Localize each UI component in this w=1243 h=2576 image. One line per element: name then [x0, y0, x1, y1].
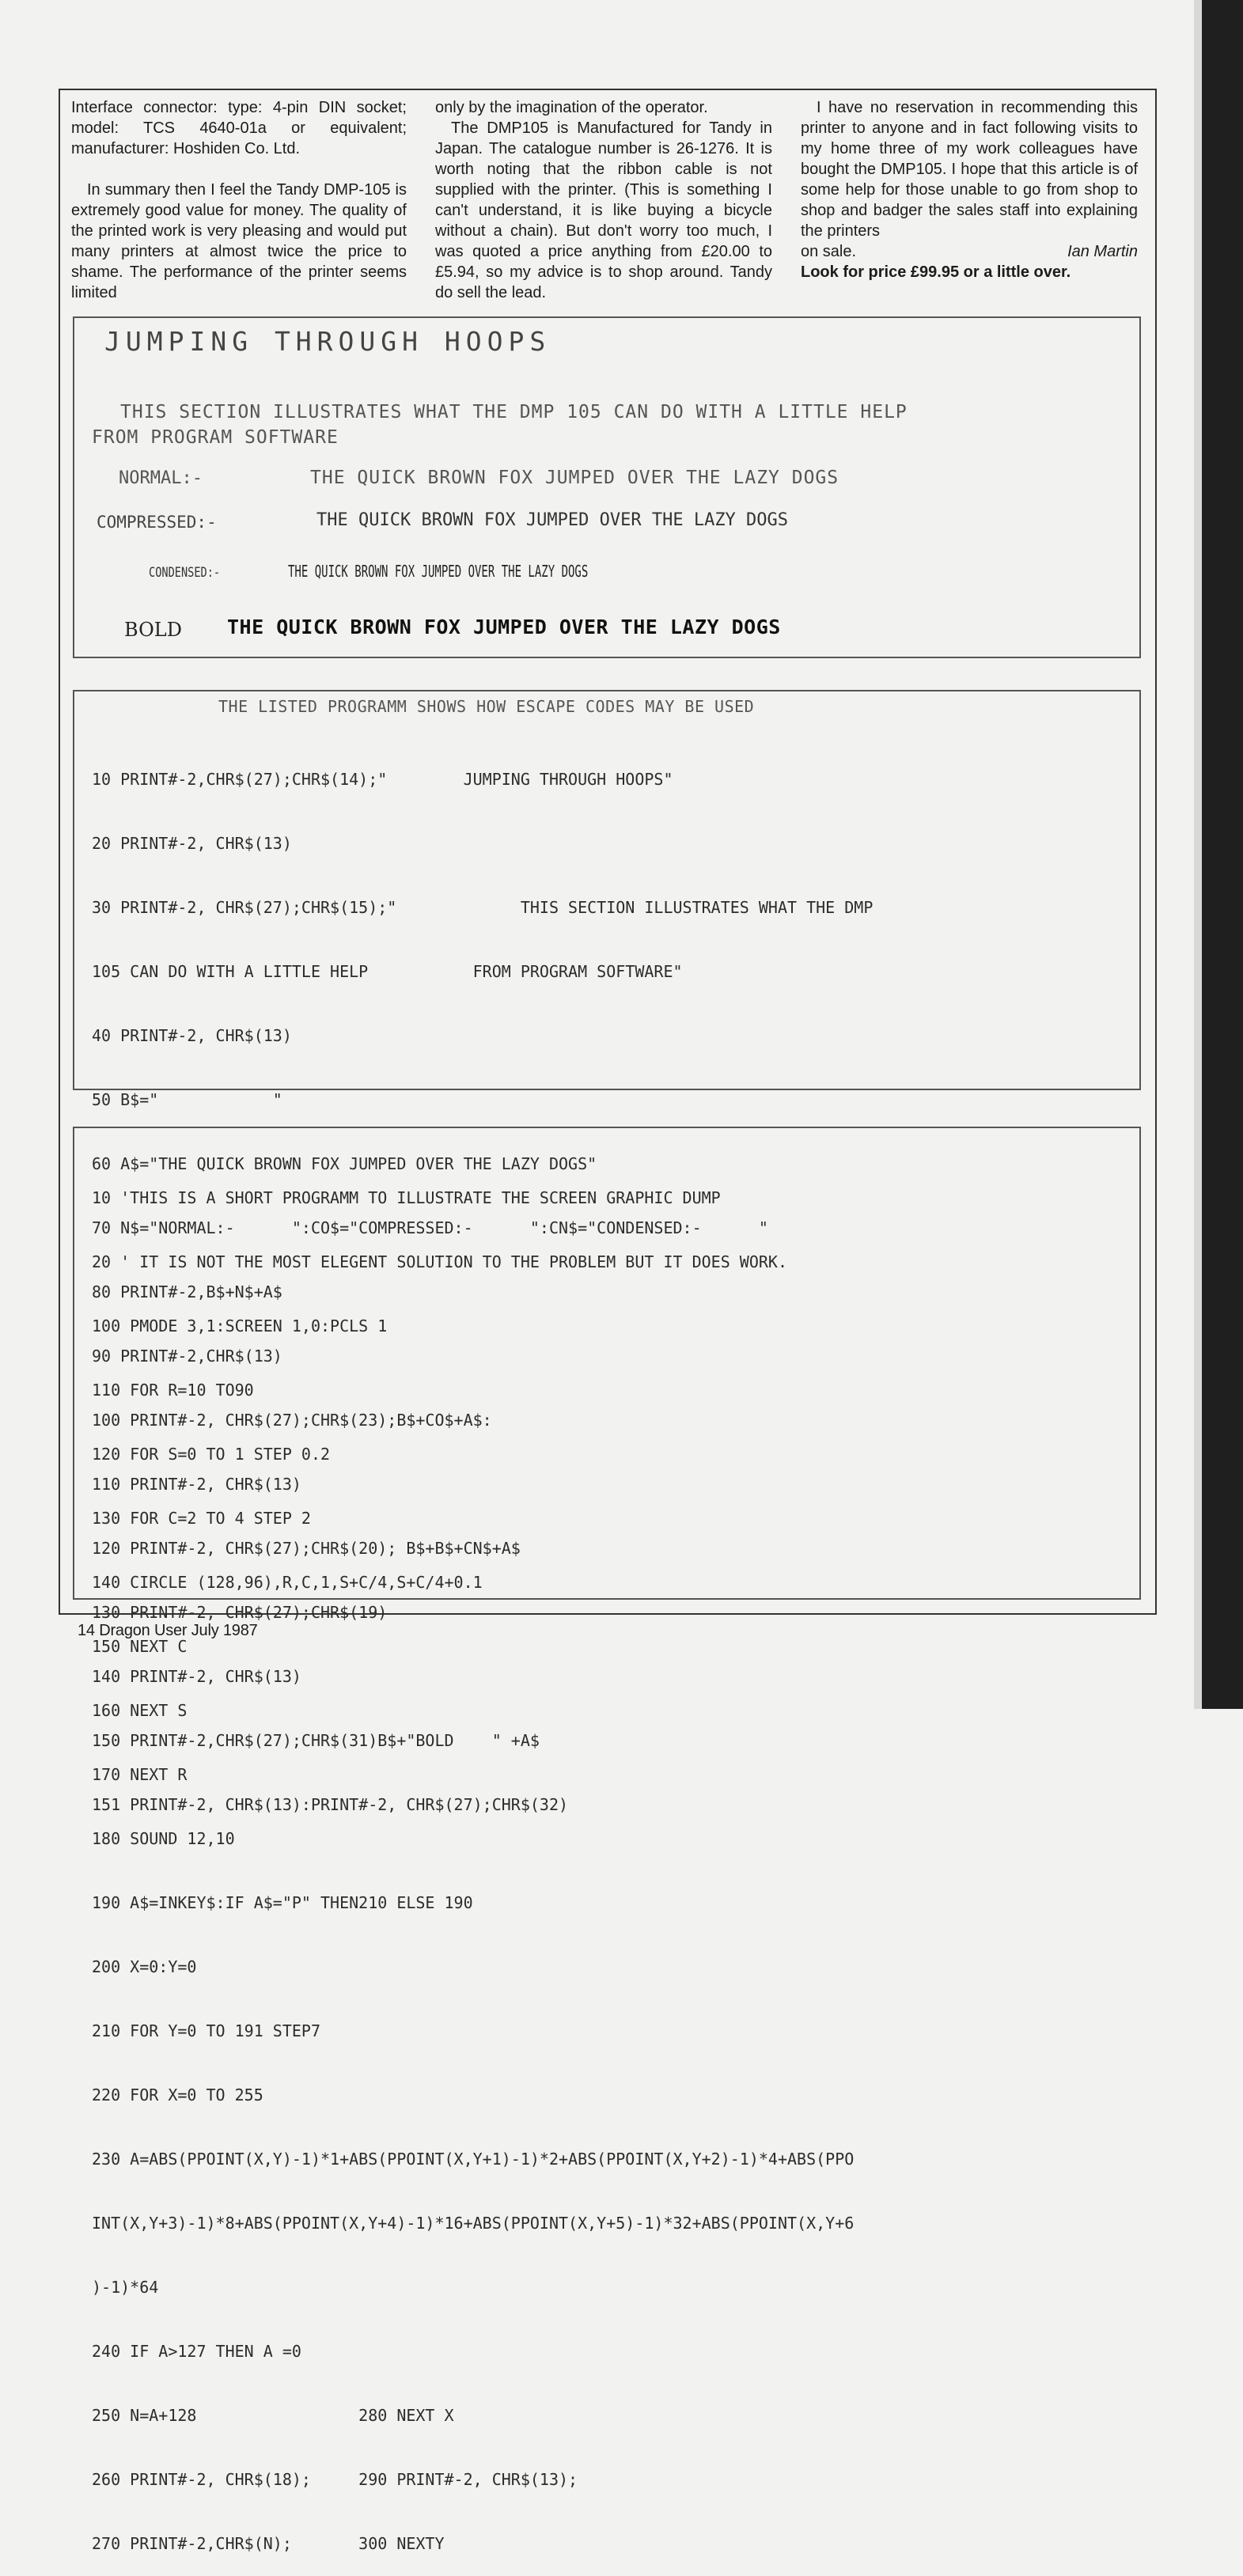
- code-line: 50 B$=" ": [92, 1090, 282, 1109]
- paragraph: I have no reservation in recommending this printer to anyone and in fact following visits to my home three of my work colleagues have bought the DMP105. I hope that this article is of some help for those unable to go from shop to shop and badger the sales staff into explaining the printers: [801, 99, 1138, 240]
- code-line: 10 'THIS IS A SHORT PROGRAMM TO ILLUSTRATE THE SCREEN GRAPHIC DUMP: [92, 1188, 721, 1207]
- code-line: 20 ' IT IS NOT THE MOST ELEGENT SOLUTION TO THE PROBLEM BUT IT DOES WORK.: [92, 1252, 787, 1271]
- code-line: 250 N=A+128 280 NEXT X: [92, 2406, 454, 2425]
- printout-title: JUMPING THROUGH HOOPS: [104, 326, 551, 357]
- text-column-2: [435, 97, 772, 303]
- code-line: 150 PRINT#-2,CHR$(27);CHR$(31)B$+"BOLD " +A$: [92, 1731, 540, 1750]
- code-line: 220 FOR X=0 TO 255: [92, 2085, 263, 2104]
- code-line: 30 PRINT#-2, CHR$(27);CHR$(15);" THIS SECTION ILLUSTRATES WHAT THE DMP: [92, 898, 874, 917]
- code-line: 110 PRINT#-2, CHR$(13): [92, 1475, 301, 1494]
- code-line: 200 X=0:Y=0: [92, 1957, 197, 1976]
- code-line: 270 PRINT#-2,CHR$(N); 300 NEXTY: [92, 2534, 445, 2553]
- code-line: 190 A$=INKEY$:IF A$="P" THEN210 ELSE 190: [92, 1893, 473, 1912]
- code-line: 60 A$="THE QUICK BROWN FOX JUMPED OVER THE LAZY DOGS": [92, 1154, 597, 1173]
- printout-intro-line: THIS SECTION ILLUSTRATES WHAT THE DMP 105 CAN DO WITH A LITTLE HELP: [120, 402, 908, 422]
- code-line: 130 PRINT#-2, CHR$(27);CHR$(19): [92, 1603, 388, 1622]
- normal-label: NORMAL:-: [119, 468, 203, 488]
- code-line: 20 PRINT#-2, CHR$(13): [92, 834, 292, 853]
- author-name: Ian Martin: [1067, 243, 1138, 260]
- code-line: 120 PRINT#-2, CHR$(27);CHR$(20); B$+B$+CN$+A$: [92, 1539, 521, 1558]
- bold-label: BOLD: [124, 619, 182, 641]
- code-line: 90 PRINT#-2,CHR$(13): [92, 1347, 282, 1366]
- code-line: 70 N$="NORMAL:- ":CO$="COMPRESSED:- ":CN$="CONDENSED:- ": [92, 1218, 768, 1237]
- text-column-3: [801, 97, 1138, 282]
- code-line: 105 CAN DO WITH A LITTLE HELP FROM PROGRAM SOFTWARE": [92, 962, 683, 981]
- normal-sample: THE QUICK BROWN FOX JUMPED OVER THE LAZY DOGS: [310, 468, 839, 488]
- code-line: 100 PMODE 3,1:SCREEN 1,0:PCLS 1: [92, 1316, 388, 1335]
- paragraph: only by the imagination of the operator.: [435, 99, 708, 116]
- code-line: 140 CIRCLE (128,96),R,C,1,S+C/4,S+C/4+0.1: [92, 1573, 483, 1592]
- paragraph: The DMP105 is Manufactured for Tandy in Japan. The catalogue number is 26-1276. It is worth noting that the ribbon cable is not supplied with the printer. (This is something I can't understand, it is like buying a bicycle without a chain). But don't worry too much, I was quoted a price anything from £20.00 to £5.94, so my advice is to shop around. Tandy do sell the lead.: [435, 119, 772, 301]
- paragraph-end: on sale.: [801, 243, 857, 260]
- code-line: 150 NEXT C: [92, 1637, 188, 1656]
- code-line: 240 IF A>127 THEN A =0: [92, 2342, 301, 2361]
- code-line: INT(X,Y+3)-1)*8+ABS(PPOINT(X,Y+4)-1)*16+ABS(PPOINT(X,Y+5)-1)*32+ABS(PPOINT(X,Y+6: [92, 2214, 855, 2233]
- code-line: 130 FOR C=2 TO 4 STEP 2: [92, 1509, 311, 1528]
- paragraph: Interface connector: type: 4-pin DIN socket; model: TCS 4640-01a or equivalent; manufacturer: Hoshiden Co. Ltd.: [71, 99, 407, 157]
- compressed-label: COMPRESSED:-: [97, 513, 217, 532]
- code-line: 180 SOUND 12,10: [92, 1829, 235, 1848]
- printout-intro-line: FROM PROGRAM SOFTWARE: [92, 427, 339, 448]
- code-line: 210 FOR Y=0 TO 191 STEP7: [92, 2021, 320, 2040]
- code-line: 80 PRINT#-2,B$+N$+A$: [92, 1282, 282, 1301]
- page-gutter-shadow: [1194, 0, 1202, 1709]
- page-edge: [1202, 0, 1243, 1709]
- code-line: 110 FOR R=10 TO90: [92, 1381, 254, 1400]
- condensed-label: CONDENSED:-: [149, 565, 221, 581]
- code-line: 40 PRINT#-2, CHR$(13): [92, 1026, 292, 1045]
- code-line: 140 PRINT#-2, CHR$(13): [92, 1667, 301, 1686]
- condensed-sample: THE QUICK BROWN FOX JUMPED OVER THE LAZY DOGS: [288, 562, 589, 581]
- code-line: 230 A=ABS(PPOINT(X,Y)-1)*1+ABS(PPOINT(X,Y+1)-1)*2+ABS(PPOINT(X,Y+2)-1)*4+ABS(PPO: [92, 2150, 855, 2169]
- compressed-sample: THE QUICK BROWN FOX JUMPED OVER THE LAZY DOGS: [316, 510, 789, 530]
- signature-line: [801, 241, 1138, 262]
- code-line: )-1)*64: [92, 2278, 159, 2297]
- code-line: 151 PRINT#-2, CHR$(13):PRINT#-2, CHR$(27);CHR$(32): [92, 1795, 569, 1814]
- page-footer: 14 Dragon User July 1987: [78, 1622, 258, 1639]
- code-line: 100 PRINT#-2, CHR$(27);CHR$(23);B$+CO$+A$:: [92, 1411, 492, 1430]
- bold-sample: THE QUICK BROWN FOX JUMPED OVER THE LAZY DOGS: [227, 616, 781, 638]
- code-line: 120 FOR S=0 TO 1 STEP 0.2: [92, 1445, 331, 1464]
- listing-2-code: [92, 1145, 854, 2576]
- paragraph: In summary then I feel the Tandy DMP-105 is extremely good value for money. The quality of the printed work is very pleasing and would put many printers at almost twice the price to shame. The performance of the printer seems limited: [71, 181, 407, 301]
- listing-1-header: THE LISTED PROGRAMM SHOWS HOW ESCAPE CODES MAY BE USED: [218, 697, 755, 716]
- price-note: Look for price £99.95 or a little over.: [801, 263, 1071, 281]
- code-line: 260 PRINT#-2, CHR$(18); 290 PRINT#-2, CHR$(13);: [92, 2470, 578, 2489]
- text-column-1: [71, 97, 407, 303]
- code-line: 10 PRINT#-2,CHR$(27);CHR$(14);" JUMPING THROUGH HOOPS": [92, 770, 673, 789]
- code-line: 170 NEXT R: [92, 1765, 188, 1784]
- code-line: 160 NEXT S: [92, 1701, 188, 1720]
